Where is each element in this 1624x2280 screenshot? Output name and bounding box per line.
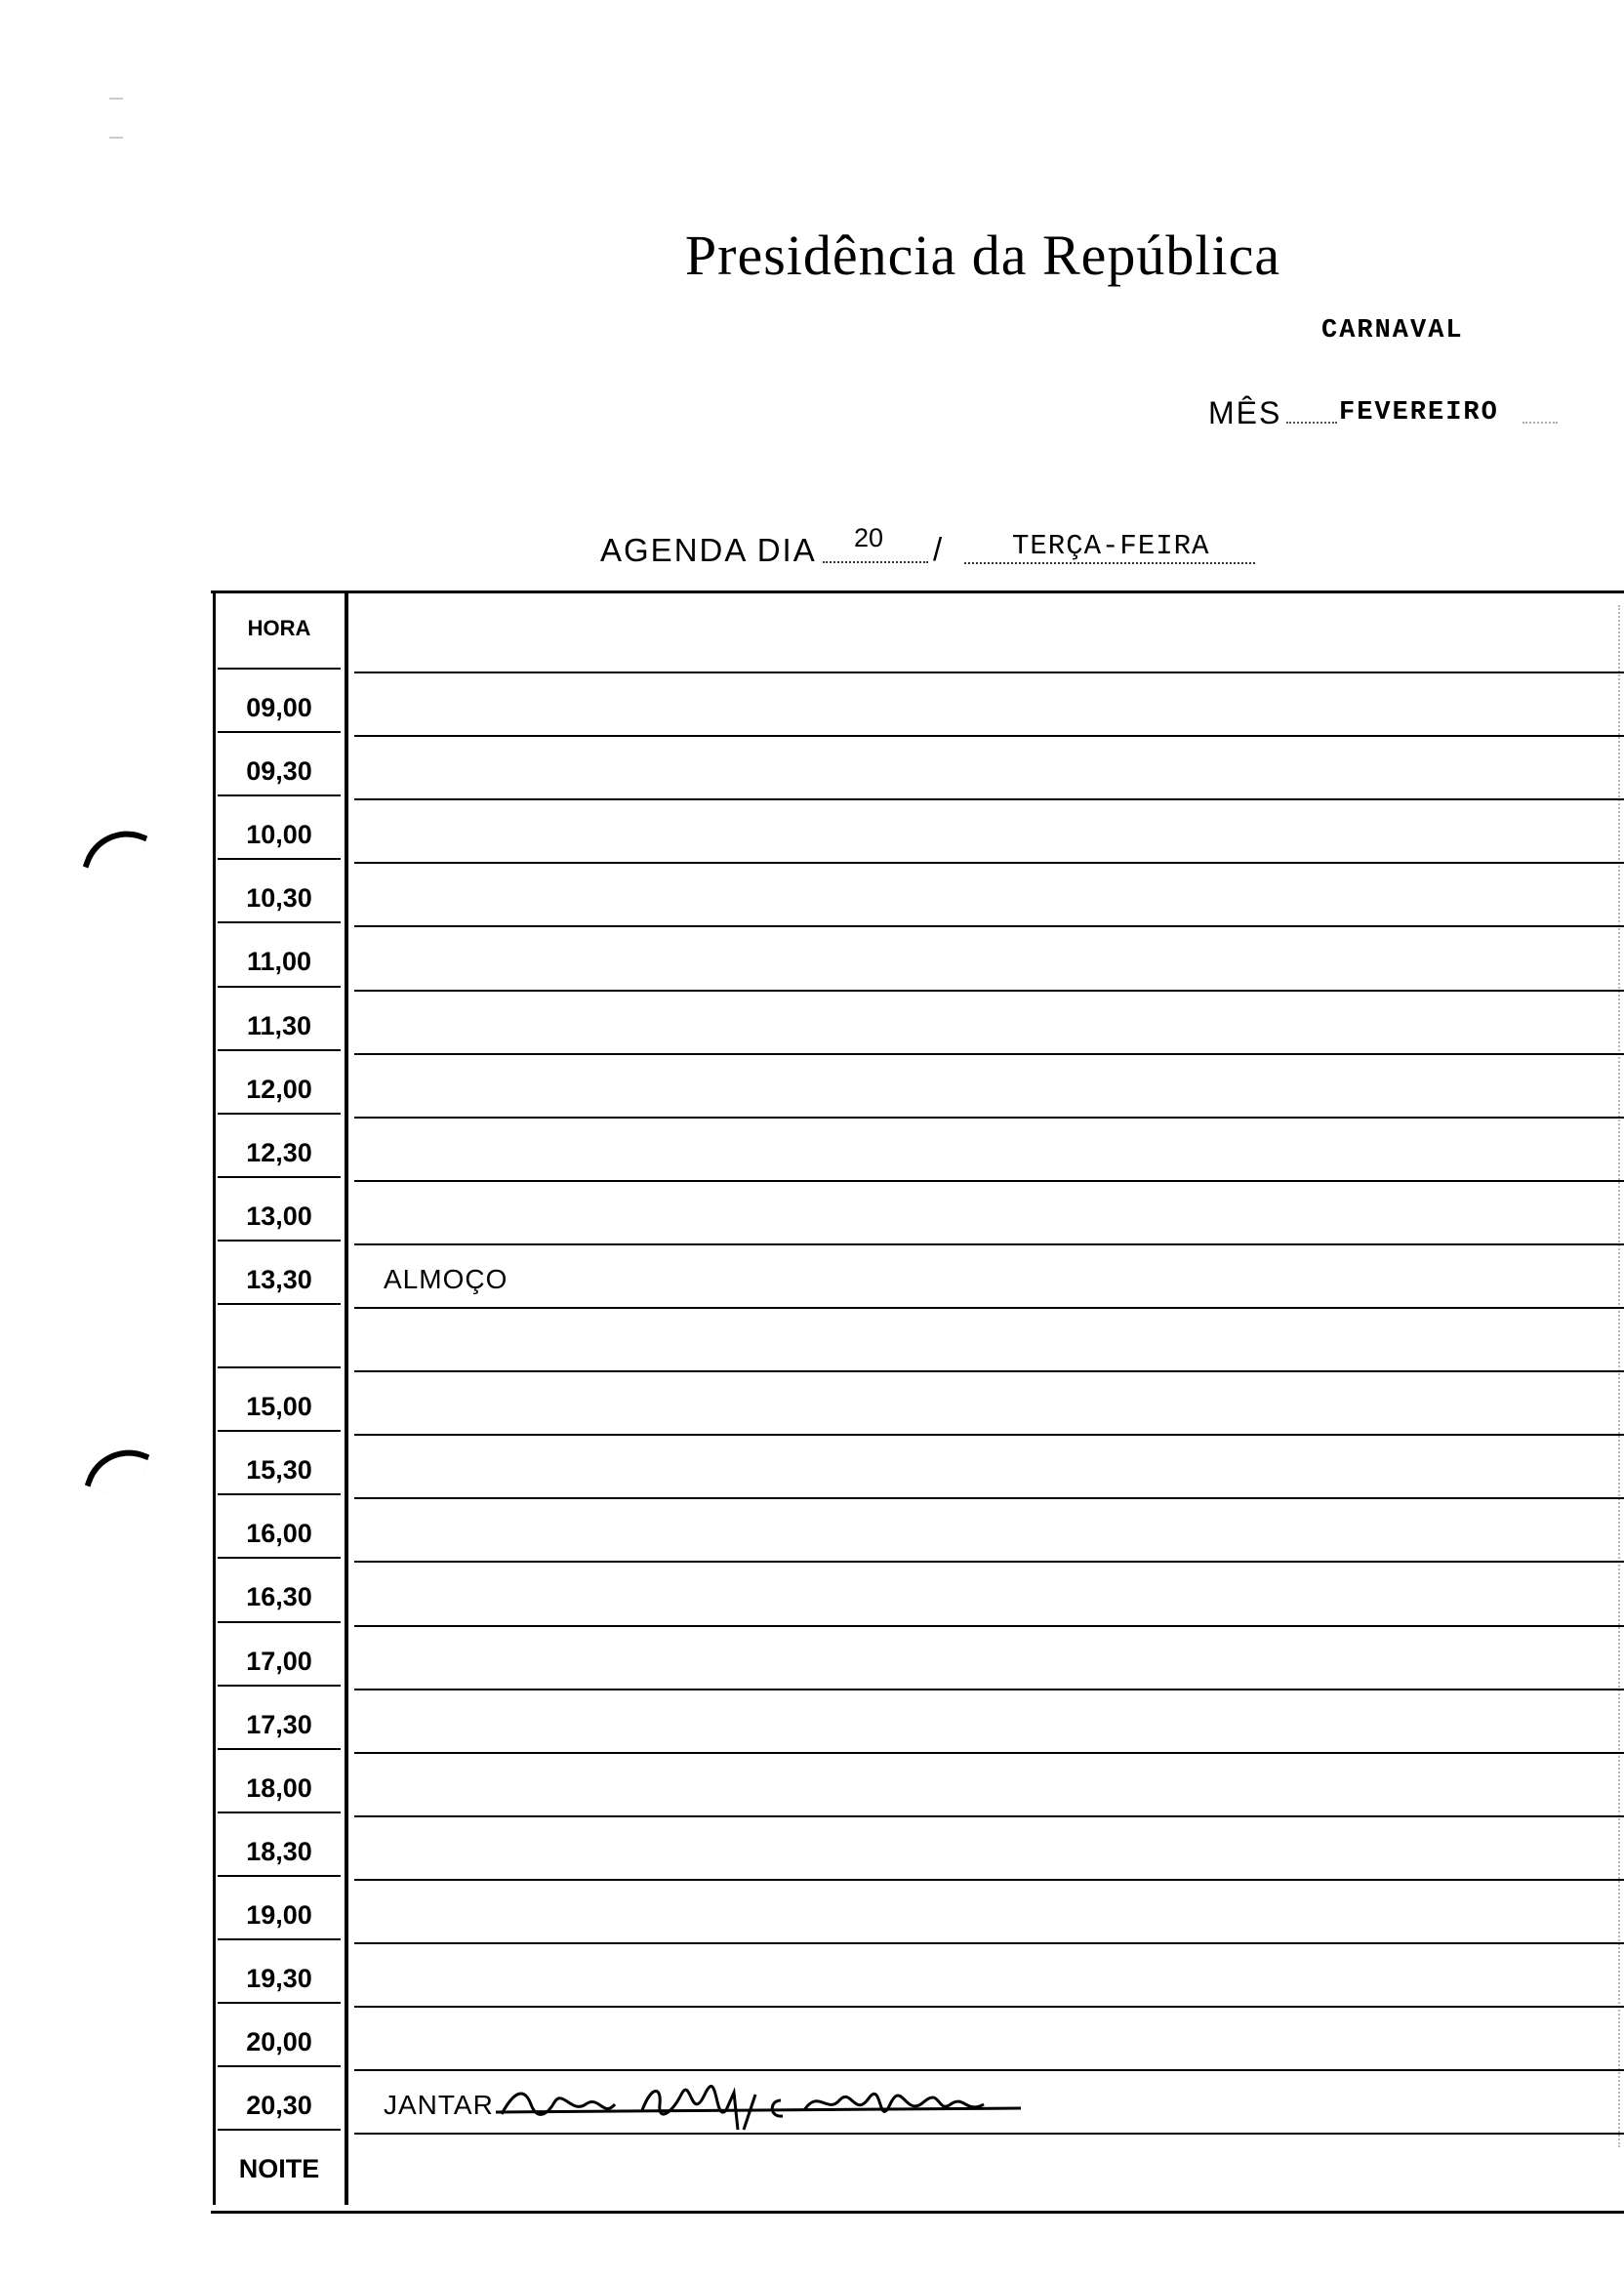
hour-row-line bbox=[218, 1113, 341, 1115]
month-dotted-line-end bbox=[1522, 422, 1558, 424]
day-dotted-line bbox=[823, 561, 928, 563]
time-slot: 09,00 bbox=[246, 693, 312, 722]
month-label: MÊS bbox=[1208, 395, 1282, 430]
time-slot: 20,00 bbox=[246, 2027, 312, 2057]
entry-row-line bbox=[354, 1307, 1624, 1309]
time-slot: 17,00 bbox=[246, 1646, 312, 1676]
hour-row-line bbox=[218, 986, 341, 988]
hour-row-line bbox=[218, 1938, 341, 1940]
entry-row-line bbox=[354, 1497, 1624, 1499]
time-slot: 09,30 bbox=[246, 756, 312, 787]
table-left-border bbox=[213, 592, 216, 2205]
month-value: FEVEREIRO bbox=[1339, 398, 1499, 428]
entry-row-line bbox=[354, 1752, 1624, 1754]
page-title: Presidência da República bbox=[684, 224, 1281, 287]
page-edge-mark bbox=[1618, 605, 1622, 2147]
entry-row-line bbox=[354, 990, 1624, 992]
entry-row-line bbox=[354, 862, 1624, 864]
hour-row-line bbox=[218, 1366, 341, 1368]
hour-row-line bbox=[218, 2002, 341, 2004]
agenda-day-label: AGENDA DIA bbox=[600, 532, 817, 568]
entry-row-line bbox=[354, 1815, 1624, 1817]
table-top-rule bbox=[211, 590, 1624, 593]
entry-row-line bbox=[354, 672, 1624, 673]
time-slot: 20,30 bbox=[246, 2091, 312, 2121]
entry-row-line bbox=[354, 2069, 1624, 2071]
hour-row-line bbox=[218, 1430, 341, 1432]
entry-row-line bbox=[354, 925, 1624, 927]
time-slot: 12,30 bbox=[246, 1137, 312, 1167]
time-slot: 13,00 bbox=[246, 1201, 312, 1231]
entry-row-line bbox=[354, 735, 1624, 737]
entry-row-line bbox=[354, 1243, 1624, 1245]
entry-row-line bbox=[354, 1434, 1624, 1436]
handwritten-crossed-out-note bbox=[496, 2075, 1023, 2136]
hour-row-line bbox=[218, 1812, 341, 1813]
time-slot: 15,00 bbox=[246, 1392, 312, 1422]
hour-row-line bbox=[218, 794, 341, 796]
hour-row-line bbox=[218, 1685, 341, 1687]
hour-row-line bbox=[218, 1557, 341, 1559]
time-slot: 13,30 bbox=[246, 1264, 312, 1294]
hour-row-line bbox=[218, 2129, 341, 2131]
time-slot: 17,30 bbox=[246, 1709, 312, 1739]
time-slot: 19,00 bbox=[246, 1899, 312, 1930]
hour-row-line bbox=[218, 1748, 341, 1750]
weekday-dotted-line bbox=[964, 562, 1255, 564]
time-slot: 16,00 bbox=[246, 1519, 312, 1549]
hour-row-line bbox=[218, 1176, 341, 1178]
entry-row-line bbox=[354, 798, 1624, 800]
date-separator: / bbox=[933, 531, 943, 567]
entry-row-line bbox=[354, 1689, 1624, 1690]
time-slot: 10,30 bbox=[246, 883, 312, 914]
time-slot: 16,30 bbox=[246, 1582, 312, 1612]
hour-row-line bbox=[218, 1621, 341, 1623]
entry-row-line bbox=[354, 1180, 1624, 1182]
entry-row-line bbox=[354, 1942, 1624, 1944]
punch-hole-mark bbox=[85, 1438, 150, 1503]
table-bottom-rule bbox=[211, 2211, 1624, 2214]
hour-row-line bbox=[218, 668, 341, 670]
time-slot: 15,30 bbox=[246, 1455, 312, 1486]
hora-header: HORA bbox=[247, 616, 311, 640]
entry-row-line bbox=[354, 1625, 1624, 1627]
time-slot: 11,00 bbox=[246, 947, 312, 977]
month-dotted-line bbox=[1286, 422, 1337, 424]
hour-row-line bbox=[218, 1049, 341, 1051]
hour-row-line bbox=[218, 1875, 341, 1877]
weekday-value: TERÇA-FEIRA bbox=[1012, 530, 1210, 562]
time-slot: 19,30 bbox=[246, 1964, 312, 1993]
event-label: CARNAVAL bbox=[1321, 316, 1464, 346]
time-slot: 12,00 bbox=[246, 1074, 312, 1104]
hour-row-line bbox=[218, 921, 341, 923]
time-slot: 18,00 bbox=[246, 1772, 312, 1803]
scan-mark bbox=[109, 98, 123, 100]
agenda-entry: ALMOÇO bbox=[384, 1263, 508, 1294]
punch-hole-mark bbox=[83, 819, 148, 884]
hour-row-line bbox=[218, 1303, 341, 1305]
hour-row-line bbox=[218, 731, 341, 733]
day-value: 20 bbox=[854, 523, 884, 552]
hour-row-line bbox=[218, 1240, 341, 1242]
scan-mark bbox=[109, 137, 123, 139]
hour-row-line bbox=[218, 858, 341, 860]
entry-row-line bbox=[354, 1561, 1624, 1563]
entry-row-line bbox=[354, 1879, 1624, 1881]
agenda-entry: JANTAR bbox=[384, 2090, 494, 2121]
time-slot: 10,00 bbox=[246, 820, 312, 850]
time-slot: NOITE bbox=[238, 2154, 320, 2184]
entry-row-line bbox=[354, 1053, 1624, 1055]
time-slot: 18,30 bbox=[246, 1836, 312, 1866]
hour-row-line bbox=[218, 1493, 341, 1495]
entry-row-line bbox=[354, 1117, 1624, 1119]
table-column-divider bbox=[345, 592, 348, 2205]
entry-row-line bbox=[354, 1370, 1624, 1372]
hour-row-line bbox=[218, 2065, 341, 2067]
time-slot: 11,30 bbox=[246, 1010, 312, 1040]
entry-row-line bbox=[354, 2006, 1624, 2008]
